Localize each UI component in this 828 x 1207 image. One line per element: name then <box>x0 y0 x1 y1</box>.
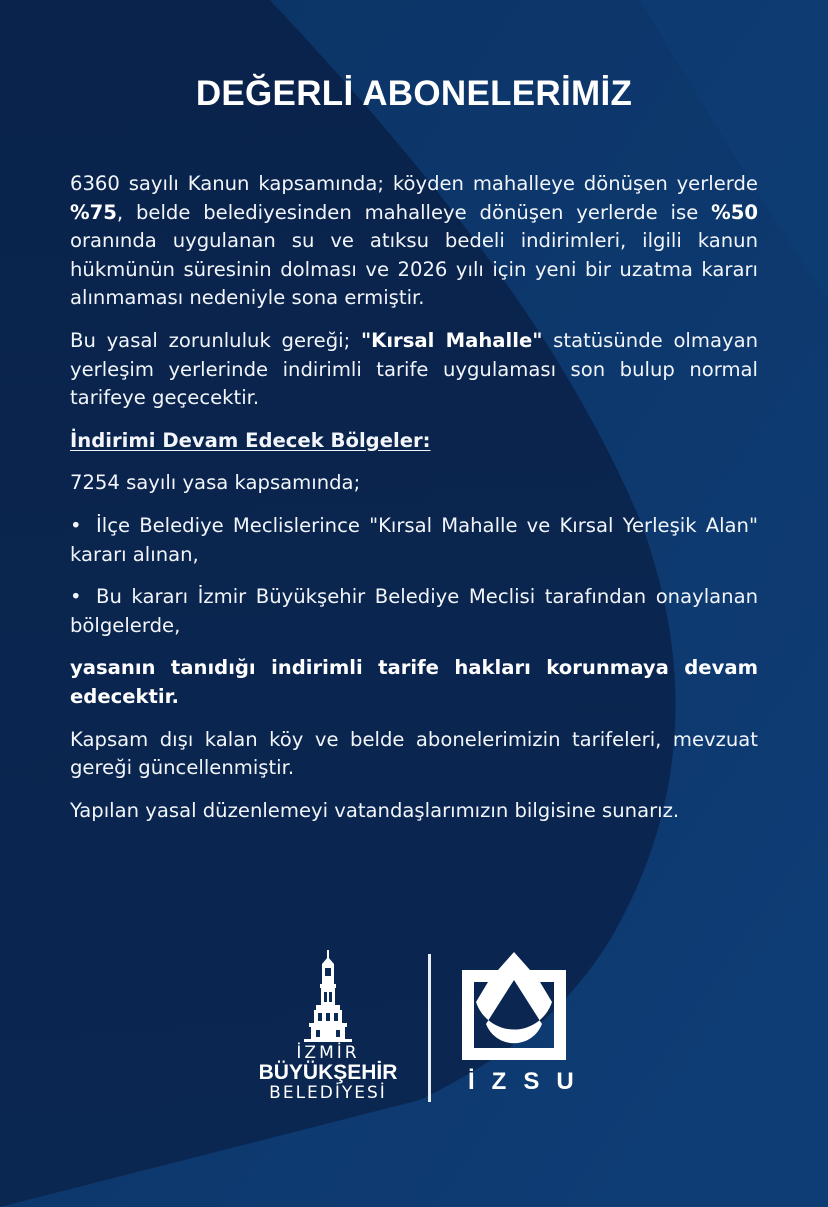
paragraph-rights-preserved: yasanın tanıdığı indirimli tarife hakları korunmaya devam edecektir. <box>70 656 758 708</box>
rate-50: %50 <box>711 200 758 224</box>
paragraph-closing: Yapılan yasal düzenlemeyi vatandaşlarımızın bilgisine sunarız. <box>70 798 680 822</box>
rate-75: %75 <box>70 200 117 224</box>
rural-neighborhood-term: "Kırsal Mahalle" <box>360 328 543 352</box>
izsu-name: İZSU <box>468 1068 591 1095</box>
bullet-icon: • <box>70 513 82 537</box>
izsu-logo <box>458 950 591 1105</box>
paragraph-tariffs-updated: Kapsam dışı kalan köy ve belde abonelerimizin tarifeleri, mevzuat gereği güncellenmiştir. <box>70 727 758 780</box>
paragraph-discount-ended: 6360 sayılı Kanun kapsamında; köyden mahalleye dönüşen yerlerde %75, belde belediyesinden mahalleye dönüşen yerlerde ise %50 oranında uygulanan su ve atıksu bedeli indirimleri, ilgili kanun hükmünün süresinin dolması ve 2026 yılı için yeni bir uzatma kararı alınmaması nedeniyle sona ermiştir. <box>70 172 758 310</box>
ibb-line-buyuksehir: BÜYÜKŞEHİR <box>258 1061 398 1084</box>
ibb-line-belediyesi: BELEDİYESİ <box>269 1083 387 1103</box>
section-heading: İndirimi Devam Edecek Bölgeler: <box>70 428 431 452</box>
announcement-body <box>70 170 758 839</box>
bullet-item: • Bu kararı İzmir Büyükşehir Belediye Meclisi tarafından onaylanan bölgelerde, <box>70 585 758 637</box>
paragraph-legal-obligation: Bu yasal zorunluluk gereği; "Kırsal Mahalle" statüsünde olmayan yerleşim yerlerinde indirimli tarife uygulaması son bulup normal tarifeye geçecektir. <box>70 328 758 410</box>
ibb-line-izmir: İZMİR <box>296 1043 360 1063</box>
footer-logos <box>0 950 828 1110</box>
paragraph-law-7254: 7254 sayılı yasa kapsamında; <box>70 471 361 495</box>
logo-divider <box>428 954 431 1102</box>
bullet-icon: • <box>70 585 82 609</box>
bullet-item: • İlçe Belediye Meclislerince "Kırsal Mahalle ve Kırsal Yerleşik Alan" kararı alınan, <box>70 513 758 566</box>
clock-tower-icon <box>298 950 358 1042</box>
water-drop-icon <box>458 950 570 1062</box>
izmir-buyuksehir-logo <box>258 950 398 1105</box>
page-title: DEĞERLİ ABONELERİMİZ <box>195 74 633 113</box>
